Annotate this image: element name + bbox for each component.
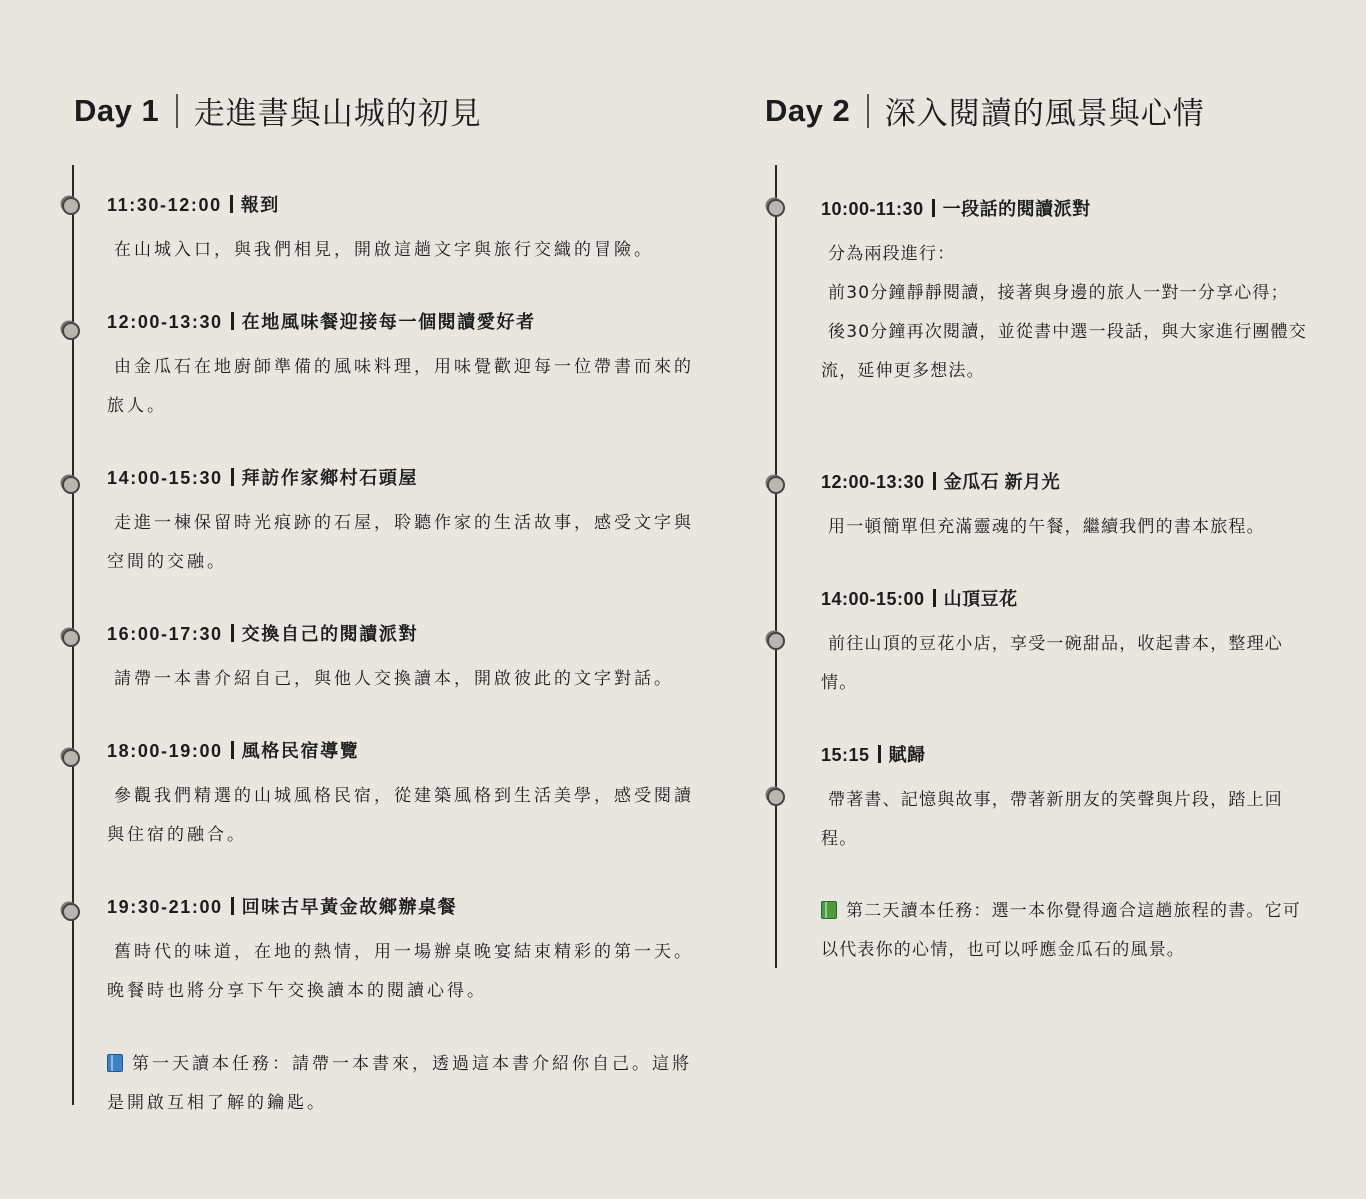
entry-divider [231,741,234,759]
schedule-entry [821,469,1311,547]
entry-title: 報到 [240,195,280,215]
timeline-dot [767,788,785,806]
entry-title: 回味古早黃金故鄉辦桌餐 [241,897,458,917]
timeline-dot [767,632,785,650]
entry-description-line: 後30分鐘再次閱讀，並從書中選一段話，與大家進行團體交流，延伸更多想法。 [821,322,1308,381]
schedule-entry [107,621,707,699]
entry-time: 12:00-13:30 [107,312,223,332]
timeline-dot [767,199,785,217]
entry-heading [107,309,707,335]
entry-title: 山頂豆花 [943,589,1018,609]
entry-description: 舊時代的味道，在地的熱情，用一場辦桌晚宴結束精彩的第一天。晚餐時也將分享下午交換讀本的閱讀心得。 [107,942,694,1001]
day2-title: 深入閱讀的風景與心情 [884,96,1205,132]
entry-description: 走進一棟保留時光痕跡的石屋，聆聽作家的生活故事，感受文字與空間的交融。 [107,513,694,572]
entry-title: 交換自己的閱讀派對 [241,624,419,644]
entry-description-line: 前30分鐘靜靜閱讀，接著與身邊的旅人一對一分享心得； [828,283,1289,303]
entry-description: 由金瓜石在地廚師準備的風味料理，用味覺歡迎每一位帶書而來的旅人。 [107,357,694,416]
entry-description: 用一頓簡單但充滿靈魂的午餐，繼續我們的書本旅程。 [828,517,1265,537]
day2-timeline-line [775,165,777,968]
schedule-entry [107,465,707,582]
entry-divider [231,468,234,486]
entry-divider [231,312,234,330]
entry-title: 在地風味餐迎接每一個閱讀愛好者 [241,312,536,332]
timeline-dot [62,476,80,494]
timeline-dot [62,322,80,340]
entry-description: 參觀我們精選的山城風格民宿，從建築風格到生活美學，感受閱讀與住宿的融合。 [107,786,694,845]
schedule-entry [107,309,707,426]
blue-book-icon [107,1054,123,1072]
entry-heading [821,586,1311,612]
entry-time: 12:00-13:30 [821,472,925,492]
entry-divider [933,589,936,607]
day2-label: Day 2 [765,92,851,128]
entry-title: 風格民宿導覽 [241,741,360,761]
entry-time: 16:00-17:30 [107,624,223,644]
task-text: 第二天讀本任務：選一本你覺得適合這趟旅程的書。它可以代表你的心情，也可以呼應金瓜石的風景。 [821,901,1301,960]
day1-header [74,88,482,133]
entry-time: 11:30-12:00 [107,195,222,215]
entry-time: 10:00-11:30 [821,199,924,219]
entry-heading [821,196,1311,222]
entry-divider [878,745,881,763]
timeline-dot [62,903,80,921]
day2-header [765,88,1205,133]
timeline-dot [62,629,80,647]
day2-header-divider [867,94,869,128]
timeline-dot [767,476,785,494]
entry-time: 15:15 [821,745,870,765]
timeline-dot [62,749,80,767]
schedule-entry [107,192,707,270]
entry-time: 14:00-15:30 [107,468,223,488]
entry-time: 19:30-21:00 [107,897,223,917]
entry-divider [933,472,936,490]
entry-heading [107,192,707,218]
entry-heading [821,469,1311,495]
entry-title: 賦歸 [888,745,926,765]
entry-heading [107,465,707,491]
entry-divider [231,897,234,915]
entry-time: 14:00-15:00 [821,589,925,609]
green-book-icon [821,901,837,919]
entry-title: 拜訪作家鄉村石頭屋 [241,468,419,488]
schedule-entry [821,742,1311,859]
day2-reading-task [821,892,1311,970]
entry-divider [231,624,234,642]
entry-description-line: 分為兩段進行： [828,244,956,264]
day1-label: Day 1 [74,92,160,128]
entry-description: 前往山頂的豆花小店，享受一碗甜品，收起書本，整理心情。 [821,634,1283,693]
timeline-dot [62,197,80,215]
entry-title: 金瓜石 新月光 [943,472,1061,492]
entry-heading [107,621,707,647]
day1-reading-task [107,1045,707,1123]
entry-heading [107,738,707,764]
day1-header-divider [176,94,178,128]
entry-description: 請帶一本書介紹自己，與他人交換讀本，開啟彼此的文字對話。 [114,669,674,689]
entry-heading [107,894,707,920]
schedule-entry [821,196,1311,391]
entry-divider [230,195,233,213]
schedule-entry [107,738,707,855]
entry-title: 一段話的閱讀派對 [942,199,1091,219]
entry-time: 18:00-19:00 [107,741,223,761]
entry-description: 在山城入口，與我們相見，開啟這趟文字與旅行交織的冒險。 [114,240,654,260]
entry-description: 帶著書、記憶與故事，帶著新朋友的笑聲與片段，踏上回程。 [821,790,1283,849]
day1-title: 走進書與山城的初見 [193,96,482,132]
entry-heading [821,742,1311,768]
schedule-entry [107,894,707,1011]
entry-description [821,235,1311,391]
entry-divider [932,199,935,217]
task-text: 第一天讀本任務：請帶一本書來，透過這本書介紹你自己。這將是開啟互相了解的鑰匙。 [107,1054,692,1113]
schedule-entry [821,586,1311,703]
